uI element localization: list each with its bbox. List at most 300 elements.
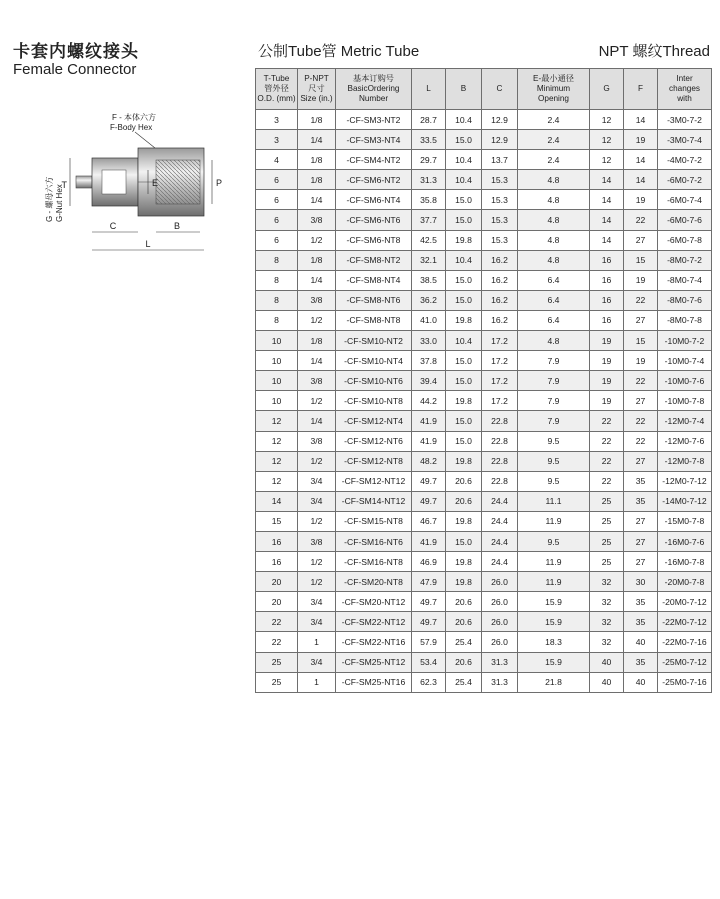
cell-npt-size: 1/8 — [298, 331, 336, 351]
cell-ordering-number: -CF-SM22-NT16 — [336, 632, 412, 652]
cell-min-opening: 15.9 — [518, 592, 590, 612]
cell-min-opening: 15.9 — [518, 612, 590, 632]
header-interchanges: Inter changes with — [658, 69, 712, 110]
cell-interchanges: -6M0-7-8 — [658, 230, 712, 250]
cell-c-value: 24.4 — [482, 552, 518, 572]
cell-min-opening: 9.5 — [518, 451, 590, 471]
cell-tube-od: 10 — [256, 371, 298, 391]
cell-l-value: 49.7 — [412, 491, 446, 511]
cell-g-value: 32 — [590, 632, 624, 652]
cell-c-value: 12.9 — [482, 110, 518, 130]
cell-tube-od: 4 — [256, 150, 298, 170]
cell-l-value: 41.9 — [412, 411, 446, 431]
table-row — [256, 130, 712, 150]
cell-interchanges: -25M0-7-16 — [658, 672, 712, 692]
cell-f-value: 27 — [624, 531, 658, 551]
cell-l-value: 36.2 — [412, 290, 446, 310]
table-row — [256, 371, 712, 391]
cell-npt-size: 1/2 — [298, 552, 336, 572]
cell-interchanges: -10M0-7-4 — [658, 351, 712, 371]
cell-f-value: 40 — [624, 672, 658, 692]
cell-ordering-number: -CF-SM22-NT12 — [336, 612, 412, 632]
cell-g-value: 32 — [590, 592, 624, 612]
cell-ordering-number: -CF-SM6-NT8 — [336, 230, 412, 250]
cell-tube-od: 25 — [256, 652, 298, 672]
female-connector-diagram — [40, 110, 250, 270]
table-row — [256, 531, 712, 551]
cell-ordering-number: -CF-SM12-NT12 — [336, 471, 412, 491]
cell-interchanges: -6M0-7-4 — [658, 190, 712, 210]
cell-npt-size: 1/8 — [298, 250, 336, 270]
cell-g-value: 14 — [590, 230, 624, 250]
cell-b-value: 20.6 — [446, 491, 482, 511]
cell-c-value: 16.2 — [482, 290, 518, 310]
cell-g-value: 25 — [590, 552, 624, 572]
cell-f-value: 14 — [624, 170, 658, 190]
cell-ordering-number: -CF-SM16-NT6 — [336, 531, 412, 551]
cell-g-value: 19 — [590, 371, 624, 391]
table-row — [256, 572, 712, 592]
cell-b-value: 15.0 — [446, 210, 482, 230]
table-row — [256, 471, 712, 491]
cell-b-value: 20.6 — [446, 652, 482, 672]
cell-g-value: 40 — [590, 672, 624, 692]
table-row — [256, 592, 712, 612]
header-f: F — [624, 69, 658, 110]
cell-ordering-number: -CF-SM10-NT6 — [336, 371, 412, 391]
cell-interchanges: -12M0-7-6 — [658, 431, 712, 451]
table-row — [256, 451, 712, 471]
cell-f-value: 30 — [624, 572, 658, 592]
spec-table-body — [256, 110, 712, 693]
dim-t-label: T — [61, 180, 67, 190]
cell-b-value: 15.0 — [446, 290, 482, 310]
cell-g-value: 19 — [590, 351, 624, 371]
cell-b-value: 19.8 — [446, 230, 482, 250]
cell-tube-od: 8 — [256, 310, 298, 330]
g-nut-hex-label-en: G-Nut Hex — [55, 184, 64, 222]
table-row — [256, 331, 712, 351]
cell-f-value: 35 — [624, 652, 658, 672]
table-row — [256, 110, 712, 130]
cell-b-value: 15.0 — [446, 371, 482, 391]
cell-min-opening: 2.4 — [518, 130, 590, 150]
cell-tube-od: 10 — [256, 391, 298, 411]
cell-c-value: 13.7 — [482, 150, 518, 170]
cell-l-value: 48.2 — [412, 451, 446, 471]
cell-l-value: 33.0 — [412, 331, 446, 351]
cell-min-opening: 15.9 — [518, 652, 590, 672]
cell-c-value: 31.3 — [482, 672, 518, 692]
cell-min-opening: 4.8 — [518, 331, 590, 351]
table-header-row — [256, 69, 712, 110]
cell-f-value: 27 — [624, 391, 658, 411]
cell-l-value: 28.7 — [412, 110, 446, 130]
table-row — [256, 351, 712, 371]
cell-ordering-number: -CF-SM25-NT16 — [336, 672, 412, 692]
cell-b-value: 10.4 — [446, 110, 482, 130]
cell-interchanges: -12M0-7-12 — [658, 471, 712, 491]
cell-b-value: 19.8 — [446, 310, 482, 330]
cell-min-opening: 21.8 — [518, 672, 590, 692]
product-title-cn: 卡套内螺纹接头 — [13, 42, 139, 61]
cell-g-value: 32 — [590, 572, 624, 592]
cell-b-value: 19.8 — [446, 391, 482, 411]
cell-c-value: 16.2 — [482, 310, 518, 330]
cell-l-value: 49.7 — [412, 612, 446, 632]
cell-min-opening: 4.8 — [518, 210, 590, 230]
cell-l-value: 49.7 — [412, 592, 446, 612]
cell-ordering-number: -CF-SM10-NT4 — [336, 351, 412, 371]
cell-f-value: 35 — [624, 471, 658, 491]
cell-npt-size: 3/4 — [298, 652, 336, 672]
cell-interchanges: -6M0-7-2 — [658, 170, 712, 190]
cell-min-opening: 7.9 — [518, 411, 590, 431]
cell-c-value: 15.3 — [482, 170, 518, 190]
cell-b-value: 15.0 — [446, 351, 482, 371]
cell-l-value: 46.7 — [412, 511, 446, 531]
cell-npt-size: 1/8 — [298, 170, 336, 190]
cell-b-value: 15.0 — [446, 130, 482, 150]
header-min-opening: E-最小通径 Minimum Opening — [518, 69, 590, 110]
table-row — [256, 190, 712, 210]
cell-min-opening: 11.9 — [518, 572, 590, 592]
cell-min-opening: 4.8 — [518, 170, 590, 190]
cell-c-value: 24.4 — [482, 491, 518, 511]
cell-tube-od: 25 — [256, 672, 298, 692]
cell-interchanges: -3M0-7-2 — [658, 110, 712, 130]
spec-table — [255, 68, 712, 693]
table-row — [256, 652, 712, 672]
cell-g-value: 22 — [590, 431, 624, 451]
cell-npt-size: 3/8 — [298, 531, 336, 551]
cell-f-value: 19 — [624, 190, 658, 210]
header-g: G — [590, 69, 624, 110]
cell-f-value: 19 — [624, 351, 658, 371]
cell-b-value: 20.6 — [446, 592, 482, 612]
cell-npt-size: 1/4 — [298, 411, 336, 431]
cell-l-value: 41.9 — [412, 531, 446, 551]
cell-c-value: 26.0 — [482, 592, 518, 612]
product-title-en: Female Connector — [13, 61, 137, 78]
cell-interchanges: -10M0-7-2 — [658, 331, 712, 351]
cell-g-value: 14 — [590, 190, 624, 210]
cell-g-value: 16 — [590, 310, 624, 330]
table-row — [256, 150, 712, 170]
dim-e-label: E — [152, 178, 159, 188]
cell-npt-size: 1/2 — [298, 572, 336, 592]
cell-interchanges: -12M0-7-4 — [658, 411, 712, 431]
cell-tube-od: 16 — [256, 531, 298, 551]
cell-npt-size: 1/2 — [298, 451, 336, 471]
cell-min-opening: 9.5 — [518, 531, 590, 551]
cell-interchanges: -8M0-7-8 — [658, 310, 712, 330]
table-row — [256, 210, 712, 230]
cell-l-value: 37.8 — [412, 351, 446, 371]
g-nut-hex-label: G - 螺母六方 — [45, 176, 54, 222]
cell-c-value: 12.9 — [482, 130, 518, 150]
cell-g-value: 16 — [590, 270, 624, 290]
cell-b-value: 20.6 — [446, 471, 482, 491]
cell-ordering-number: -CF-SM8-NT8 — [336, 310, 412, 330]
f-body-hex-label: F - 本体六方 — [112, 113, 156, 122]
cell-b-value: 15.0 — [446, 431, 482, 451]
cell-g-value: 40 — [590, 652, 624, 672]
cell-tube-od: 3 — [256, 110, 298, 130]
cell-l-value: 49.7 — [412, 471, 446, 491]
header-ordering-number: 基本订购号 BasicOrdering Number — [336, 69, 412, 110]
cell-interchanges: -8M0-7-2 — [658, 250, 712, 270]
cell-b-value: 15.0 — [446, 411, 482, 431]
cell-b-value: 10.4 — [446, 170, 482, 190]
cell-f-value: 35 — [624, 491, 658, 511]
cell-l-value: 44.2 — [412, 391, 446, 411]
cell-ordering-number: -CF-SM25-NT12 — [336, 652, 412, 672]
cell-g-value: 14 — [590, 170, 624, 190]
dim-b-label: B — [173, 221, 181, 231]
cell-b-value: 19.8 — [446, 552, 482, 572]
cell-ordering-number: -CF-SM10-NT8 — [336, 391, 412, 411]
cell-ordering-number: -CF-SM20-NT8 — [336, 572, 412, 592]
table-row — [256, 612, 712, 632]
cell-interchanges: -10M0-7-8 — [658, 391, 712, 411]
cell-tube-od: 10 — [256, 331, 298, 351]
cell-f-value: 27 — [624, 451, 658, 471]
table-row — [256, 552, 712, 572]
cell-tube-od: 3 — [256, 130, 298, 150]
header-l: L — [412, 69, 446, 110]
cell-b-value: 19.8 — [446, 511, 482, 531]
cell-tube-od: 12 — [256, 451, 298, 471]
cell-c-value: 22.8 — [482, 411, 518, 431]
cell-l-value: 33.5 — [412, 130, 446, 150]
cell-ordering-number: -CF-SM10-NT2 — [336, 331, 412, 351]
cell-ordering-number: -CF-SM4-NT2 — [336, 150, 412, 170]
cell-b-value: 15.0 — [446, 531, 482, 551]
cell-f-value: 19 — [624, 130, 658, 150]
cell-npt-size: 1/8 — [298, 110, 336, 130]
cell-c-value: 26.0 — [482, 572, 518, 592]
cell-npt-size: 1 — [298, 672, 336, 692]
cell-l-value: 35.8 — [412, 190, 446, 210]
cell-interchanges: -4M0-7-2 — [658, 150, 712, 170]
cell-f-value: 35 — [624, 592, 658, 612]
table-row — [256, 270, 712, 290]
cell-f-value: 27 — [624, 511, 658, 531]
cell-tube-od: 20 — [256, 572, 298, 592]
cell-npt-size: 3/4 — [298, 491, 336, 511]
f-body-hex-label-en: F-Body Hex — [110, 123, 153, 132]
table-row — [256, 672, 712, 692]
cell-ordering-number: -CF-SM12-NT6 — [336, 431, 412, 451]
cell-interchanges: -16M0-7-6 — [658, 531, 712, 551]
table-row — [256, 310, 712, 330]
cell-npt-size: 3/4 — [298, 592, 336, 612]
cell-ordering-number: -CF-SM15-NT8 — [336, 511, 412, 531]
cell-b-value: 19.8 — [446, 572, 482, 592]
header-b: B — [446, 69, 482, 110]
cell-tube-od: 22 — [256, 612, 298, 632]
cell-f-value: 27 — [624, 230, 658, 250]
table-row — [256, 250, 712, 270]
cell-c-value: 17.2 — [482, 351, 518, 371]
cell-f-value: 27 — [624, 552, 658, 572]
cell-l-value: 57.9 — [412, 632, 446, 652]
cell-npt-size: 1/4 — [298, 351, 336, 371]
cell-c-value: 22.8 — [482, 451, 518, 471]
cell-min-opening: 2.4 — [518, 110, 590, 130]
npt-thread-heading: NPT 螺纹Thread — [598, 43, 710, 60]
cell-tube-od: 6 — [256, 230, 298, 250]
cell-tube-od: 12 — [256, 431, 298, 451]
cell-tube-od: 6 — [256, 190, 298, 210]
cell-b-value: 15.0 — [446, 270, 482, 290]
cell-g-value: 12 — [590, 150, 624, 170]
cell-min-opening: 11.9 — [518, 511, 590, 531]
cell-npt-size: 3/4 — [298, 612, 336, 632]
cell-g-value: 32 — [590, 612, 624, 632]
cell-npt-size: 3/8 — [298, 290, 336, 310]
cell-c-value: 17.2 — [482, 371, 518, 391]
cell-tube-od: 15 — [256, 511, 298, 531]
cell-c-value: 17.2 — [482, 391, 518, 411]
cell-g-value: 25 — [590, 511, 624, 531]
cell-c-value: 31.3 — [482, 652, 518, 672]
cell-c-value: 26.0 — [482, 612, 518, 632]
cell-b-value: 15.0 — [446, 190, 482, 210]
cell-g-value: 22 — [590, 471, 624, 491]
cell-f-value: 22 — [624, 371, 658, 391]
cell-c-value: 16.2 — [482, 250, 518, 270]
cell-c-value: 22.8 — [482, 471, 518, 491]
cell-ordering-number: -CF-SM8-NT2 — [336, 250, 412, 270]
cell-b-value: 25.4 — [446, 672, 482, 692]
cell-interchanges: -22M0-7-16 — [658, 632, 712, 652]
cell-ordering-number: -CF-SM20-NT12 — [336, 592, 412, 612]
cell-ordering-number: -CF-SM12-NT4 — [336, 411, 412, 431]
cell-l-value: 29.7 — [412, 150, 446, 170]
cell-tube-od: 16 — [256, 552, 298, 572]
cell-tube-od: 8 — [256, 270, 298, 290]
cell-c-value: 22.8 — [482, 431, 518, 451]
cell-min-opening: 9.5 — [518, 431, 590, 451]
cell-npt-size: 1 — [298, 632, 336, 652]
cell-b-value: 19.8 — [446, 451, 482, 471]
header-tube-od: T-Tube 管外径 O.D. (mm) — [256, 69, 298, 110]
cell-g-value: 25 — [590, 531, 624, 551]
cell-interchanges: -20M0-7-8 — [658, 572, 712, 592]
table-row — [256, 491, 712, 511]
cell-interchanges: -20M0-7-12 — [658, 592, 712, 612]
cell-tube-od: 12 — [256, 471, 298, 491]
cell-tube-od: 10 — [256, 351, 298, 371]
cell-g-value: 25 — [590, 491, 624, 511]
cell-tube-od: 8 — [256, 250, 298, 270]
cell-g-value: 22 — [590, 411, 624, 431]
cell-npt-size: 3/8 — [298, 210, 336, 230]
cell-g-value: 19 — [590, 391, 624, 411]
cell-ordering-number: -CF-SM6-NT6 — [336, 210, 412, 230]
cell-ordering-number: -CF-SM3-NT2 — [336, 110, 412, 130]
cell-ordering-number: -CF-SM12-NT8 — [336, 451, 412, 471]
cell-interchanges: -15M0-7-8 — [658, 511, 712, 531]
cell-l-value: 42.5 — [412, 230, 446, 250]
cell-l-value: 32.1 — [412, 250, 446, 270]
cell-npt-size: 1/4 — [298, 190, 336, 210]
table-row — [256, 391, 712, 411]
cell-min-opening: 9.5 — [518, 471, 590, 491]
cell-interchanges: -3M0-7-4 — [658, 130, 712, 150]
dim-c-label: C — [109, 221, 117, 231]
cell-ordering-number: -CF-SM16-NT8 — [336, 552, 412, 572]
header-c: C — [482, 69, 518, 110]
table-row — [256, 511, 712, 531]
table-row — [256, 290, 712, 310]
cell-min-opening: 7.9 — [518, 351, 590, 371]
cell-f-value: 35 — [624, 612, 658, 632]
dim-p-label: P — [216, 178, 223, 188]
cell-f-value: 15 — [624, 331, 658, 351]
cell-g-value: 22 — [590, 451, 624, 471]
cell-tube-od: 8 — [256, 290, 298, 310]
cell-min-opening: 4.8 — [518, 230, 590, 250]
cell-interchanges: -12M0-7-8 — [658, 451, 712, 471]
table-row — [256, 431, 712, 451]
cell-f-value: 22 — [624, 290, 658, 310]
cell-min-opening: 11.9 — [518, 552, 590, 572]
cell-c-value: 15.3 — [482, 210, 518, 230]
table-row — [256, 411, 712, 431]
cell-interchanges: -25M0-7-12 — [658, 652, 712, 672]
table-row — [256, 632, 712, 652]
cell-f-value: 14 — [624, 150, 658, 170]
cell-l-value: 47.9 — [412, 572, 446, 592]
cell-b-value: 10.4 — [446, 331, 482, 351]
cell-l-value: 31.3 — [412, 170, 446, 190]
cell-interchanges: -8M0-7-4 — [658, 270, 712, 290]
cell-g-value: 12 — [590, 130, 624, 150]
cell-min-opening: 4.8 — [518, 250, 590, 270]
cell-f-value: 14 — [624, 110, 658, 130]
cell-b-value: 10.4 — [446, 250, 482, 270]
cell-c-value: 24.4 — [482, 531, 518, 551]
cell-interchanges: -8M0-7-6 — [658, 290, 712, 310]
cell-l-value: 37.7 — [412, 210, 446, 230]
cell-l-value: 62.3 — [412, 672, 446, 692]
cell-l-value: 41.9 — [412, 431, 446, 451]
cell-f-value: 22 — [624, 411, 658, 431]
cell-f-value: 40 — [624, 632, 658, 652]
cell-npt-size: 1/2 — [298, 511, 336, 531]
cell-interchanges: -14M0-7-12 — [658, 491, 712, 511]
cell-npt-size: 1/8 — [298, 150, 336, 170]
cell-ordering-number: -CF-SM8-NT4 — [336, 270, 412, 290]
cell-g-value: 16 — [590, 250, 624, 270]
cell-npt-size: 3/8 — [298, 431, 336, 451]
cell-ordering-number: -CF-SM14-NT12 — [336, 491, 412, 511]
cell-min-opening: 2.4 — [518, 150, 590, 170]
cell-ordering-number: -CF-SM6-NT2 — [336, 170, 412, 190]
cell-npt-size: 1/4 — [298, 130, 336, 150]
cell-f-value: 19 — [624, 270, 658, 290]
cell-interchanges: -10M0-7-6 — [658, 371, 712, 391]
cell-f-value: 27 — [624, 310, 658, 330]
cell-interchanges: -6M0-7-6 — [658, 210, 712, 230]
cell-f-value: 15 — [624, 250, 658, 270]
cell-min-opening: 6.4 — [518, 270, 590, 290]
cell-min-opening: 7.9 — [518, 391, 590, 411]
cell-b-value: 25.4 — [446, 632, 482, 652]
